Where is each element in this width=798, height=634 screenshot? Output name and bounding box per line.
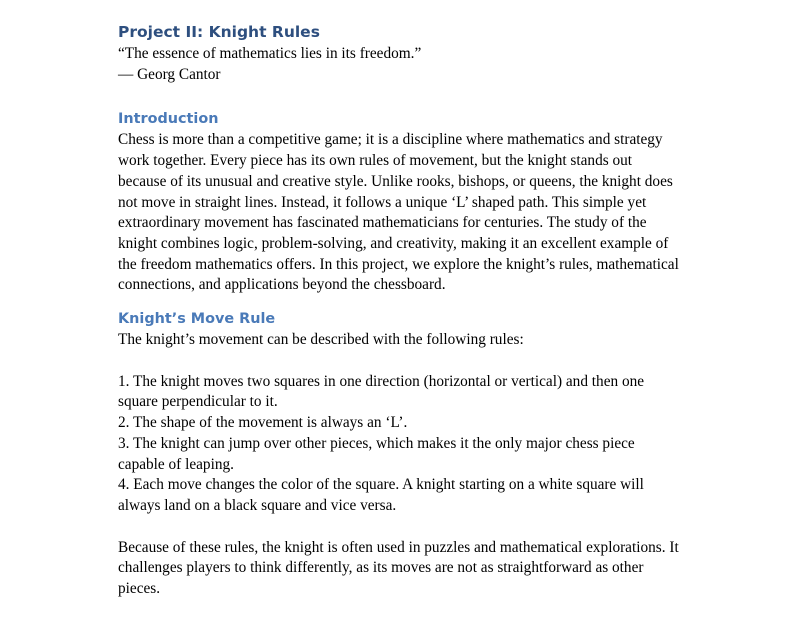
epigraph — [118, 44, 684, 85]
introduction-paragraph: Chess is more than a competitive game; it is a discipline where mathematics and strategy work together. Every piece has its own rules of movement, but the knight stands out because of its unusual and creative style. Unlike rooks, bishops, or queens, the knight does not move in straight lines. Instead, it follows a unique ‘L’ shaped path. This simple yet extraordinary movement has fascinated mathematicians for centuries. The study of the knight combines logic, problem-solving, and creativity, making it an excellent example of the freedom mathematics offers. In this project, we explore the knight’s rules, mathematical connections, and applications beyond the chessboard. — [118, 131, 679, 294]
rules-list — [118, 372, 684, 517]
introduction-heading: Introduction — [118, 111, 219, 128]
move-rule-heading: Knight’s Move Rule — [118, 311, 276, 328]
list-item: 2. The shape of the movement is always an ‘L’. — [118, 414, 408, 432]
list-item: 4. Each move changes the color of the square. A knight starting on a white square will always land on a black square and vice versa. — [118, 476, 644, 514]
list-item: 3. The knight can jump over other pieces, which makes it the only major chess piece capable of leaping. — [118, 434, 635, 473]
move-rule-lead: The knight’s movement can be described with the following rules: — [118, 331, 524, 349]
list-item: 1. The knight moves two squares in one direction (horizontal or vertical) and then one square perpendicular to it. — [118, 372, 645, 411]
epigraph-author: — Georg Cantor — [118, 65, 221, 83]
closing-paragraph: Because of these rules, the knight is often used in puzzles and mathematical explorations. It challenges players to think differently, as its moves are not as straightforward as other pieces. — [118, 538, 679, 598]
document-page — [118, 20, 684, 600]
page-title: Project II: Knight Rules — [118, 23, 320, 41]
epigraph-quote: “The essence of mathematics lies in its freedom.” — [118, 45, 422, 62]
